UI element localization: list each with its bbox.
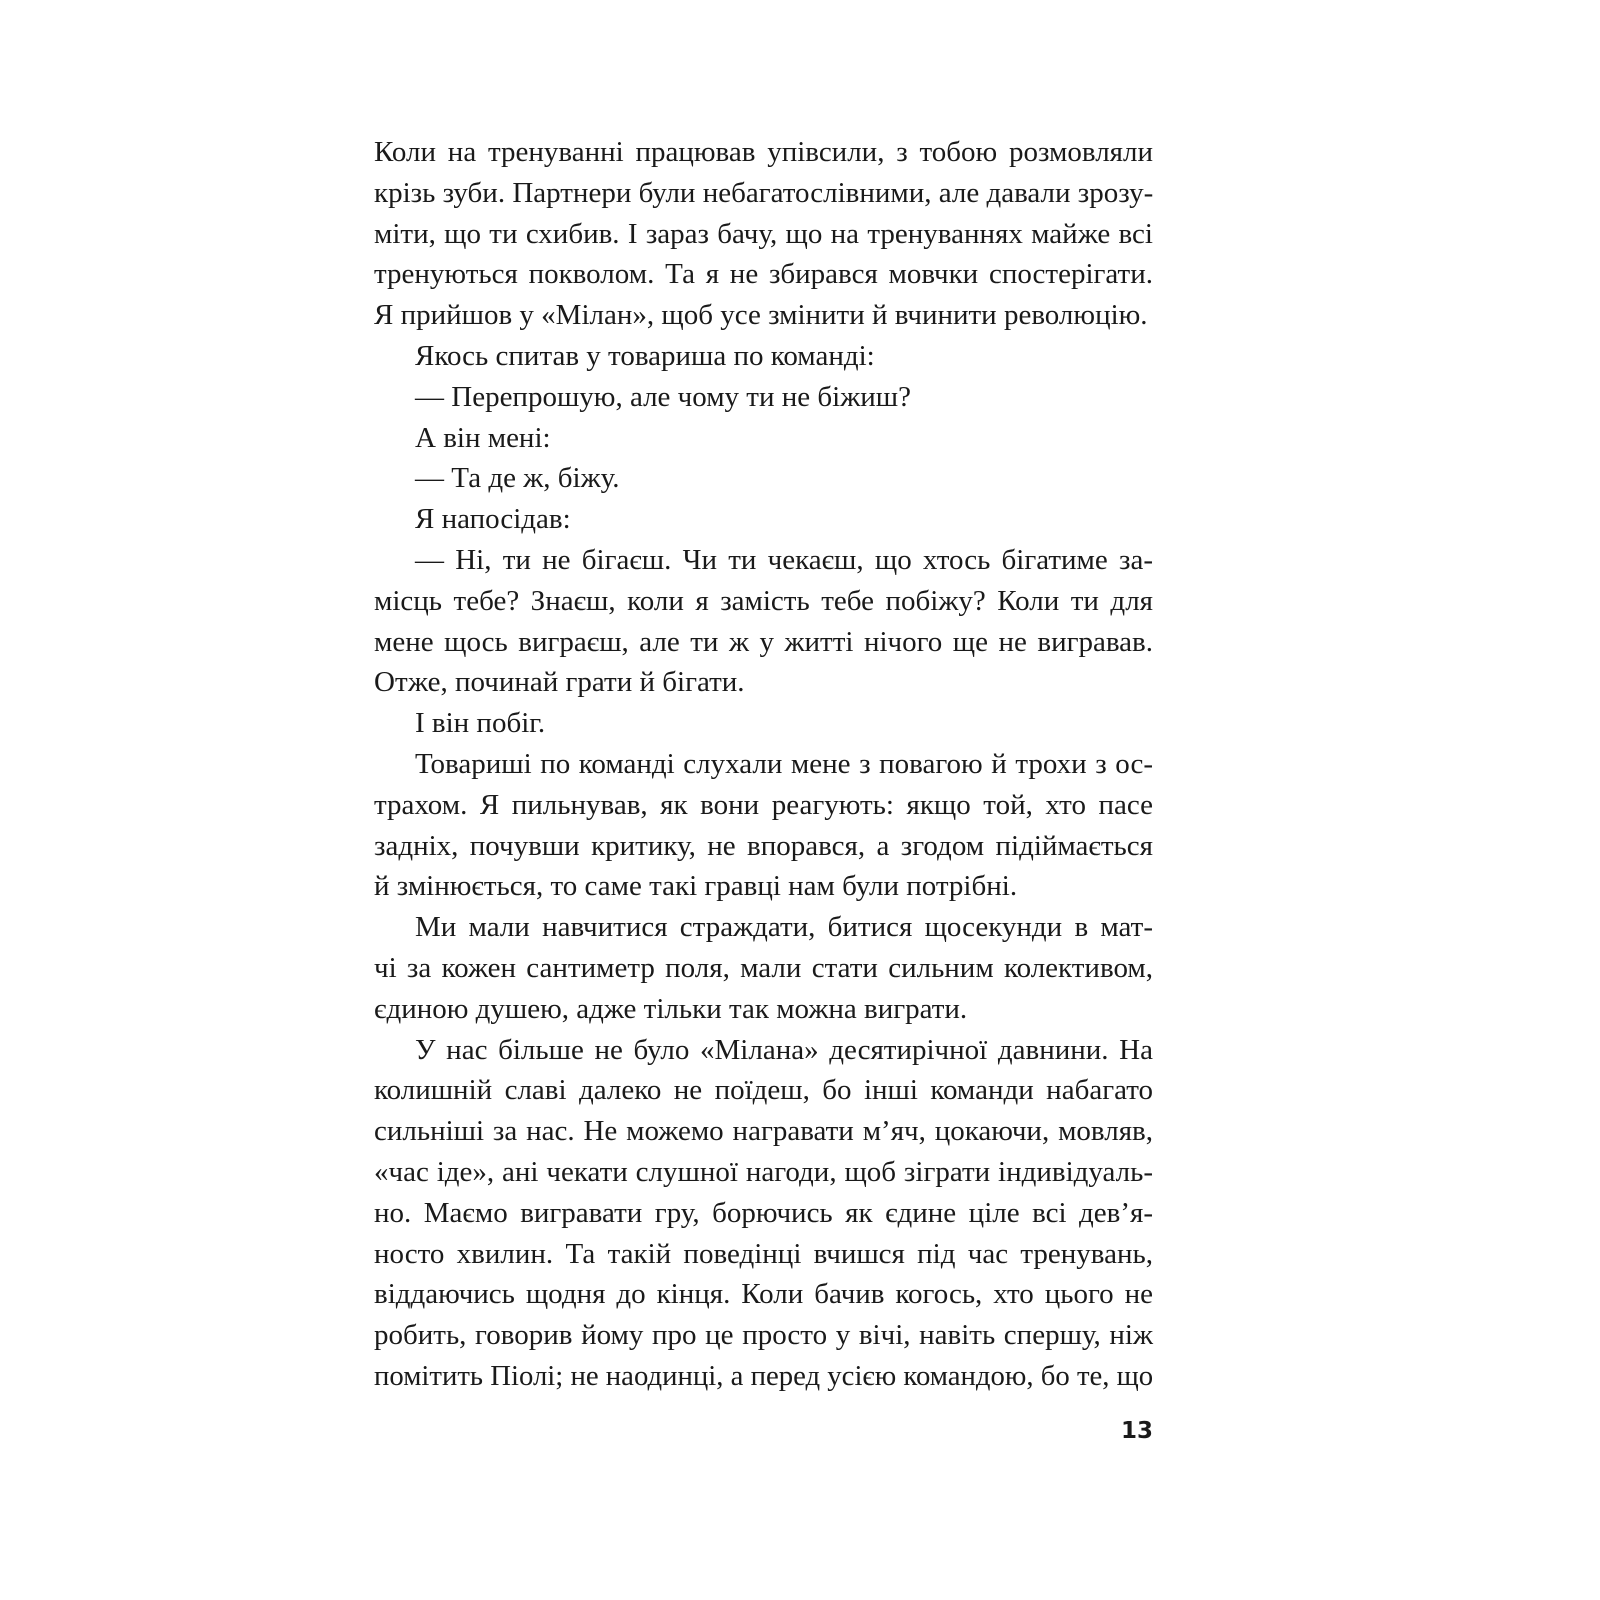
- text-line: чі за кожен сантиметр поля, мали стати сильним колективом,: [374, 951, 1153, 984]
- text-line: тренуються покволом. Та я не збирався мовчки спостерігати.: [374, 258, 1153, 291]
- text-line: віддаючись щодня до кінця. Коли бачив когось, хто цього не: [374, 1278, 1153, 1311]
- text-line: Отже, починай грати й бігати.: [374, 666, 745, 699]
- text-line: — Перепрошую, але чому ти не біжиш?: [415, 380, 911, 413]
- text-line: — Ні, ти не бігаєш. Чи ти чекаєш, що хтось бігатиме за-: [415, 543, 1153, 576]
- text-line: колишній славі далеко не поїдеш, бо інші команди набагато: [374, 1074, 1153, 1107]
- text-line: помітить Піолі; не наодинці, а перед усією командою, бо те, що: [374, 1359, 1154, 1392]
- text-line: Коли на тренуванні працював упівсили, з тобою розмовляли: [374, 136, 1153, 168]
- text-line: Якось спитав у товариша по команді:: [415, 339, 875, 372]
- text-line: но. Маємо вигравати гру, борючись як єдине ціле всі дев’я-: [374, 1196, 1153, 1229]
- text-line: — Та де ж, біжу.: [415, 462, 620, 495]
- text-line: крізь зуби. Партнери були небагатослівними, але давали зрозу-: [374, 176, 1154, 209]
- page-number: 13: [1120, 1418, 1153, 1444]
- page-body-text: [374, 132, 1153, 1397]
- text-line: Я напосідав:: [415, 503, 571, 536]
- text-line: задніх, почувши критику, не впорався, а згодом підіймається: [374, 829, 1153, 862]
- text-line: Ми мали навчитися страждати, битися щосекунди в мат-: [415, 911, 1153, 944]
- text-line: Товариші по команді слухали мене з повагою й трохи з ос-: [415, 747, 1153, 780]
- text-line: міти, що ти схибив. І зараз бачу, що на тренуваннях майже всі: [374, 217, 1153, 250]
- text-line: єдиною душею, адже тільки так можна виграти.: [374, 992, 968, 1025]
- text-line: носто хвилин. Та такій поведінці вчишся під час тренувань,: [374, 1237, 1153, 1270]
- text-line: У нас більше не було «Мілана» десятирічної давнини. На: [415, 1033, 1153, 1066]
- text-line: мене щось виграєш, але ти ж у житті нічого ще не вигравав.: [374, 625, 1153, 658]
- text-line: трахом. Я пильнував, як вони реагують: якщо той, хто пасе: [374, 788, 1153, 821]
- text-line: місць тебе? Знаєш, коли я замість тебе побіжу? Коли ти для: [374, 584, 1153, 617]
- text-line: й змінюється, то саме такі гравці нам були потрібні.: [374, 870, 1018, 903]
- text-line: І він побіг.: [415, 707, 546, 740]
- text-line: А він мені:: [415, 421, 551, 454]
- text-line: Я прийшов у «Мілан», щоб усе змінити й вчинити революцію.: [374, 299, 1148, 332]
- text-line: сильніші за нас. Не можемо награвати м’яч, цокаючи, мовляв,: [374, 1115, 1153, 1148]
- text-line: «час іде», ані чекати слушної нагоди, щоб зіграти індивідуаль-: [374, 1155, 1153, 1188]
- text-line: робить, говорив йому про це просто у вічі, навіть спершу, ніж: [374, 1319, 1153, 1352]
